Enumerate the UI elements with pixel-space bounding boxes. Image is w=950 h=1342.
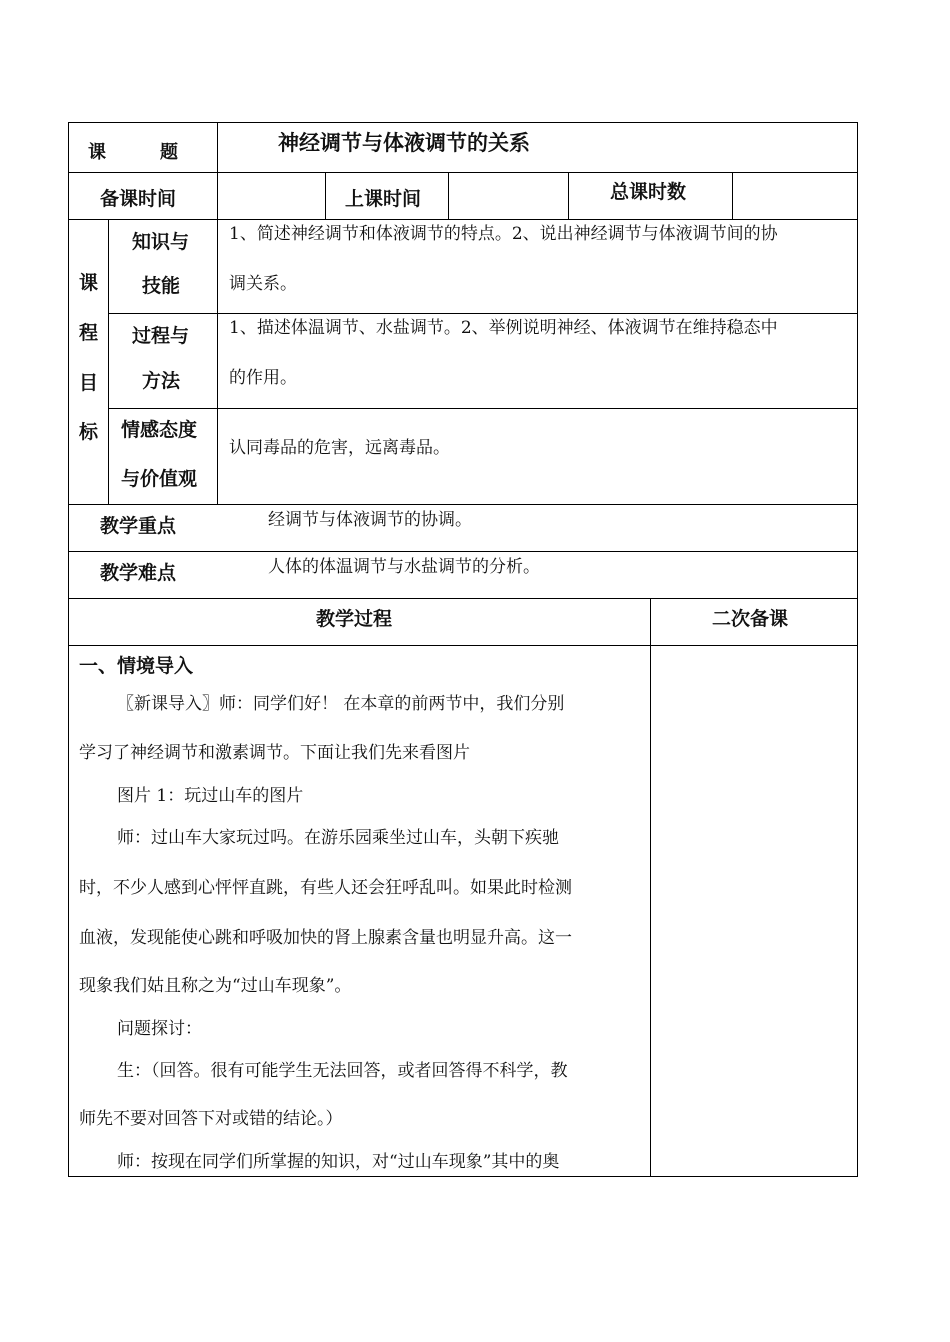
process-line: 师：按现在同学们所掌握的知识，对“过山车现象”其中的奥 bbox=[117, 1152, 560, 1172]
border-line bbox=[108, 408, 858, 409]
process-line: 问题探讨： bbox=[117, 1019, 202, 1039]
process-line: 学习了神经调节和激素调节。下面让我们先来看图片 bbox=[79, 743, 470, 763]
objectives-label-char: 课 bbox=[79, 272, 99, 294]
objective-text: 调关系。 bbox=[229, 274, 297, 294]
subject-label: 课 题 bbox=[88, 142, 178, 163]
difficulty-text: 人体的体温调节与水盐调节的分析。 bbox=[268, 557, 540, 577]
process-line: 现象我们姑且称之为“过山车现象”。 bbox=[79, 976, 352, 996]
process-line: 时，不少人感到心怦怦直跳，有些人还会狂呼乱叫。如果此时检测 bbox=[79, 878, 572, 898]
objective-text: 1、描述体温调节、水盐调节。2、举例说明神经、体液调节在维持稳态中 bbox=[229, 318, 778, 338]
border-line bbox=[108, 313, 858, 314]
prep-time-label: 备课时间 bbox=[100, 188, 177, 210]
objective-text: 的作用。 bbox=[229, 368, 297, 388]
border-line bbox=[68, 172, 858, 173]
process-line: 〖新课导入〗师：同学们好！ 在本章的前两节中，我们分别 bbox=[117, 694, 565, 714]
border-line bbox=[325, 172, 326, 219]
objective-text: 1、简述神经调节和体液调节的特点。2、说出神经调节与体液调节间的协 bbox=[229, 224, 778, 244]
subject-title: 神经调节与体液调节的关系 bbox=[278, 131, 530, 155]
objective-label: 知识与 bbox=[132, 231, 190, 253]
second-prep-header: 二次备课 bbox=[712, 608, 789, 630]
border-line bbox=[568, 172, 569, 219]
border-line bbox=[68, 645, 858, 646]
process-line: 师：过山车大家玩过吗。在游乐园乘坐过山车，头朝下疾驰 bbox=[117, 828, 559, 848]
process-line: 血液，发现能使心跳和呼吸加快的肾上腺素含量也明显升高。这一 bbox=[79, 928, 572, 948]
objective-text: 认同毒品的危害，远离毒品。 bbox=[229, 438, 450, 458]
border-line bbox=[857, 122, 858, 1177]
border-line bbox=[448, 172, 449, 219]
process-line: 图片 1：玩过山车的图片 bbox=[117, 786, 304, 806]
key-point-label: 教学重点 bbox=[100, 515, 177, 537]
objective-label: 技能 bbox=[142, 275, 181, 297]
objective-label: 情感态度 bbox=[121, 419, 198, 441]
border-line bbox=[68, 598, 858, 599]
border-line bbox=[68, 1176, 858, 1177]
border-line bbox=[217, 122, 218, 504]
border-line bbox=[108, 219, 109, 504]
border-line bbox=[68, 122, 858, 123]
objective-label: 方法 bbox=[142, 370, 181, 392]
border-line bbox=[732, 172, 733, 219]
process-line: 生：（回答。很有可能学生无法回答，或者回答得不科学，教 bbox=[117, 1061, 568, 1081]
objective-label: 过程与 bbox=[132, 325, 190, 347]
section-title: 一、情境导入 bbox=[79, 655, 194, 677]
border-line bbox=[68, 219, 858, 220]
total-hours-label: 总课时数 bbox=[610, 181, 687, 203]
difficulty-label: 教学难点 bbox=[100, 562, 177, 584]
class-time-label: 上课时间 bbox=[345, 188, 422, 210]
objectives-label-char: 标 bbox=[79, 421, 99, 443]
border-line bbox=[68, 504, 858, 505]
border-line bbox=[650, 598, 651, 1177]
objectives-label-char: 目 bbox=[79, 372, 99, 394]
objectives-label-char: 程 bbox=[79, 322, 99, 344]
process-header: 教学过程 bbox=[316, 608, 393, 630]
process-line: 师先不要对回答下对或错的结论。） bbox=[79, 1109, 343, 1129]
objective-label: 与价值观 bbox=[121, 468, 198, 490]
border-line bbox=[68, 551, 858, 552]
key-point-text: 经调节与体液调节的协调。 bbox=[268, 510, 472, 530]
border-line bbox=[68, 122, 69, 1177]
